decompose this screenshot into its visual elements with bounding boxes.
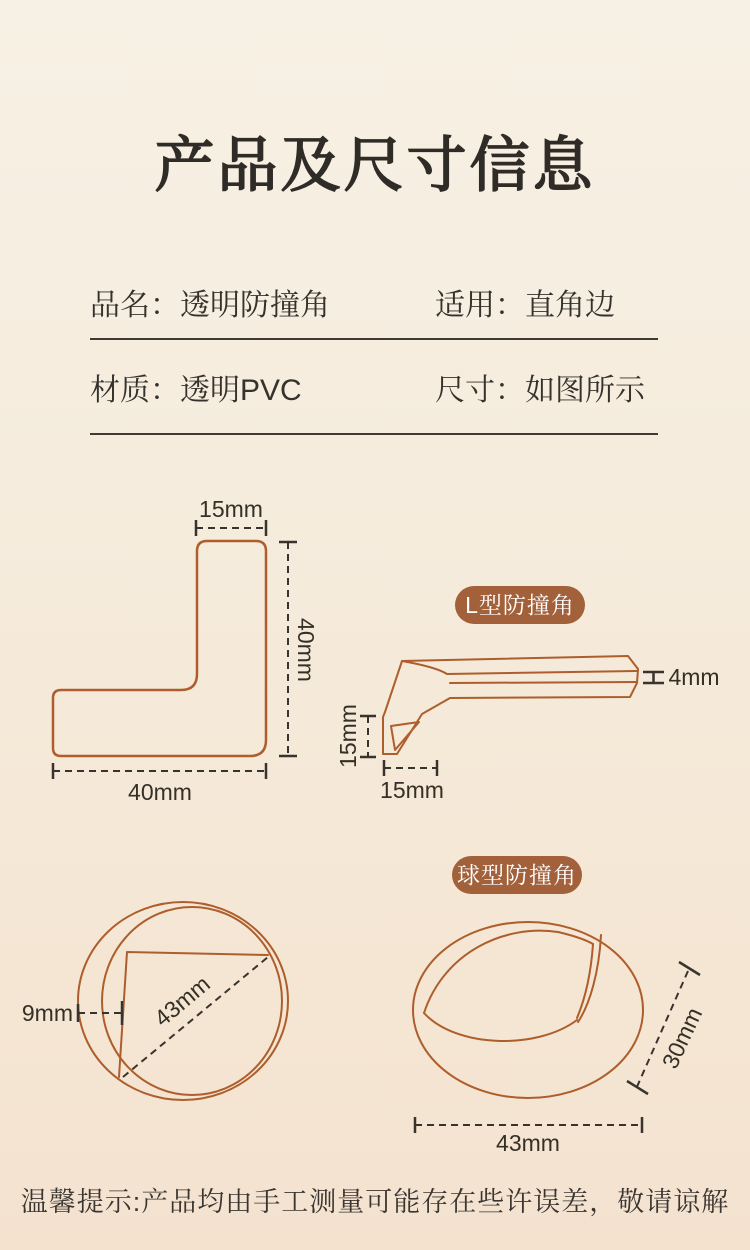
ball-3d-body: [413, 922, 643, 1098]
dim-tick: [627, 1081, 648, 1094]
l-side-view-drawing: [335, 656, 720, 803]
ball-3d-rim-inner: [424, 931, 593, 1013]
dim-tick: [679, 962, 700, 975]
l-side-thickness-edge: [450, 682, 637, 683]
dim-l-side-width-label: 15mm: [380, 777, 444, 803]
ball-3d-view-drawing: [413, 922, 707, 1156]
dim-l-front-top-label: 15mm: [199, 496, 263, 522]
spec-material: 材质：透明PVC: [90, 373, 302, 407]
ball-top-corner-lines: [119, 952, 268, 1077]
dim-l-side-thickness-label: 4mm: [668, 664, 720, 690]
l-front-view-drawing: [53, 496, 319, 805]
footer-note: 温馨提示:产品均由手工测量可能存在些许误差，敬请谅解: [20, 1187, 730, 1217]
dim-ball-3d-height-label: 30mm: [656, 1003, 708, 1073]
ball-3d-scoop-edge: [424, 1013, 577, 1041]
page-title: 产品及尺寸信息: [154, 132, 596, 199]
dim-l-front-height-label: 40mm: [293, 618, 319, 682]
l-front-outline: [53, 541, 266, 756]
dim-ball-top-diagonal-label: 43mm: [149, 970, 215, 1032]
ball-type-badge: 球型防撞角: [452, 856, 582, 894]
spec-product-name: 品名：透明防撞角: [90, 289, 330, 322]
dim-l-front-width-label: 40mm: [128, 779, 192, 805]
l-side-foot-notch: [391, 722, 419, 750]
dim-ball-3d-width-label: 43mm: [496, 1130, 560, 1156]
dim-ball-top-inset-label: 9mm: [21, 1000, 73, 1026]
dim-l-side-height-label: 15mm: [335, 704, 361, 768]
l-side-top-face-edge: [402, 661, 637, 674]
spec-size: 尺寸：如图所示: [435, 373, 645, 407]
ball-top-view-drawing: [22, 902, 288, 1100]
spec-usage: 适用：直角边: [435, 289, 615, 322]
l-type-badge: L型防撞角: [455, 586, 585, 624]
